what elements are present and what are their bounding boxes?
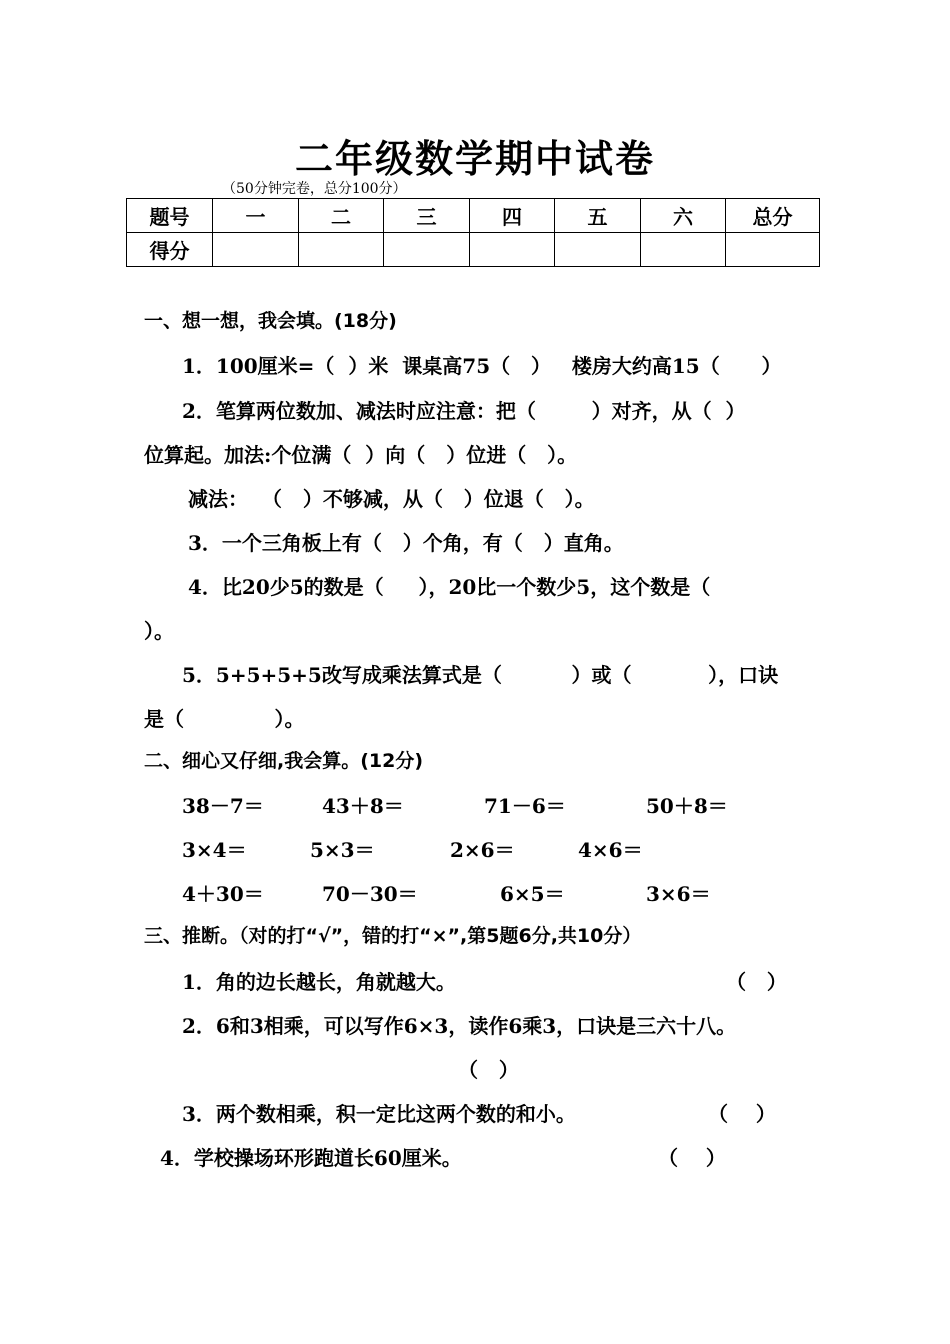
section-2-heading: 二、细心又仔细,我会算。(12分): [144, 750, 424, 772]
question-line: ）。: [144, 619, 174, 643]
score-header-cell: 四: [470, 199, 555, 233]
calc-item: 3×4＝: [182, 838, 247, 862]
score-header-cell: 五: [555, 199, 641, 233]
question-line: 2．笔算两位数加、减法时应注意：把（ ）对齐，从（ ）: [182, 399, 746, 423]
calc-item: 3×6＝: [646, 882, 711, 906]
score-header-cell: 总分: [726, 199, 820, 233]
score-cell: [555, 233, 641, 267]
question-line: 是（ ）。: [144, 707, 305, 731]
section-3-heading: 三、推断。（对的打“√”，错的打“×”,第5题6分,共10分）: [144, 925, 642, 947]
answer-blank: （ ）: [708, 1102, 776, 1126]
question-line: 3．一个三角板上有（ ）个角，有（ ）直角。: [188, 531, 624, 555]
question-line: 1．100厘米=（ ）米 课桌高75（ ） 楼房大约高15（ ）: [182, 354, 782, 378]
question-line: 5．5+5+5+5改写成乘法算式是（ ）或（ ），口诀: [182, 663, 779, 687]
score-table-header-row: [127, 199, 820, 233]
score-header-cell: 一: [213, 199, 299, 233]
answer-blank: （ ）: [658, 1146, 726, 1170]
calc-item: 38－7＝: [182, 794, 264, 818]
score-header-cell: 二: [299, 199, 384, 233]
calc-item: 5×3＝: [310, 838, 375, 862]
question-line: 位算起。加法:个位满（ ）向（ ）位进（ ）。: [144, 443, 578, 467]
question-line: 减法： （ ）不够减，从（ ）位退（ ）。: [188, 487, 595, 511]
score-cell: [213, 233, 299, 267]
score-row-label: 得分: [127, 233, 213, 267]
exam-subtitle: （50分钟完卷，总分100分）: [222, 181, 407, 197]
score-cell: [726, 233, 820, 267]
calc-item: 71－6＝: [484, 794, 566, 818]
calc-item: 4×6＝: [578, 838, 643, 862]
calc-item: 70－30＝: [322, 882, 418, 906]
score-cell: [470, 233, 555, 267]
section-1-heading: 一、想一想，我会填。(18分): [144, 310, 397, 332]
question-line: 4．比20少5的数是（ ），20比一个数少5，这个数是（: [188, 575, 711, 599]
score-table-score-row: [127, 233, 820, 267]
calc-item: 43＋8＝: [322, 794, 404, 818]
score-cell: [299, 233, 384, 267]
calc-item: 50＋8＝: [646, 794, 728, 818]
score-table: [126, 198, 820, 267]
score-header-cell: 三: [384, 199, 470, 233]
score-header-cell: 六: [641, 199, 726, 233]
score-cell: [641, 233, 726, 267]
judge-question: 1．角的边长越长，角就越大。: [182, 970, 456, 994]
exam-title: 二年级数学期中试卷: [294, 137, 655, 181]
calc-item: 2×6＝: [450, 838, 515, 862]
calc-item: 6×5＝: [500, 882, 565, 906]
judge-question: 2．6和3相乘，可以写作6×3，读作6乘3，口诀是三六十八。: [182, 1014, 737, 1038]
score-header-cell: 题号: [127, 199, 213, 233]
answer-blank: （ ）: [458, 1058, 519, 1082]
calc-item: 4＋30＝: [182, 882, 264, 906]
judge-question: 3．两个数相乘，积一定比这两个数的和小。: [182, 1102, 576, 1126]
answer-blank: （ ）: [726, 970, 787, 994]
score-cell: [384, 233, 470, 267]
judge-question: 4．学校操场环形跑道长60厘米。: [160, 1146, 462, 1170]
